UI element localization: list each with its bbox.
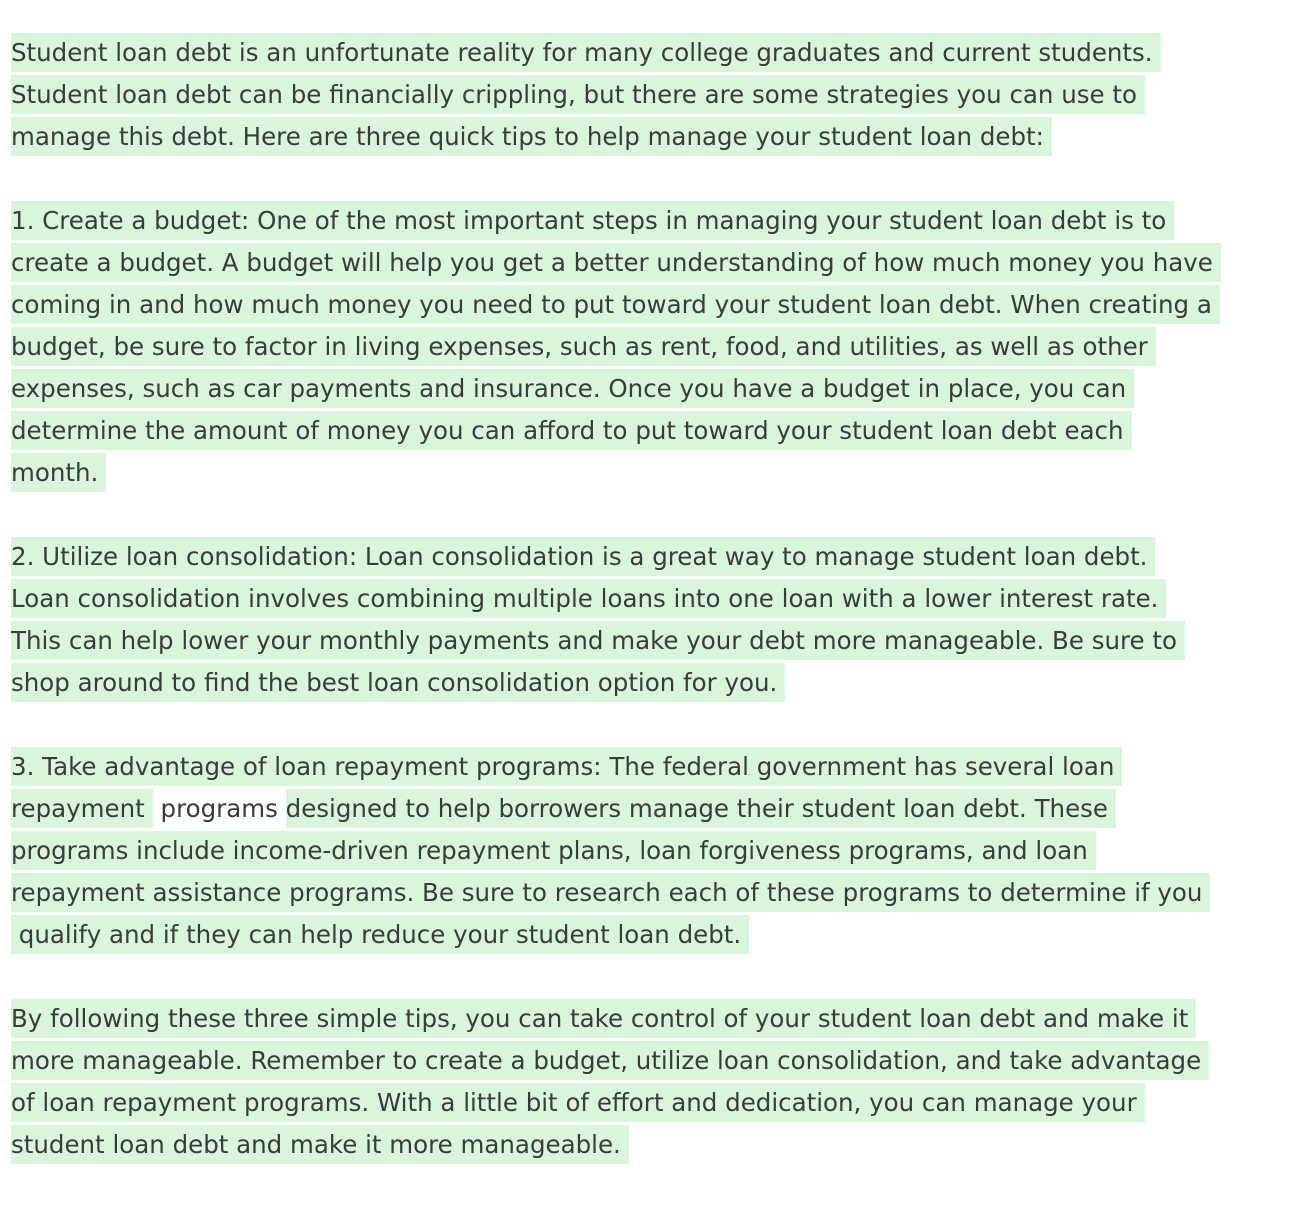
text-line <box>11 872 1281 914</box>
unhighlighted-text[interactable]: programs <box>152 794 286 823</box>
highlighted-text[interactable]: Student loan debt can be financially crippling, but there are some strategies you can use to <box>11 75 1145 114</box>
paragraph <box>11 32 1281 158</box>
text-line <box>11 74 1281 116</box>
text-line <box>11 326 1281 368</box>
text-line <box>11 536 1281 578</box>
highlighted-text[interactable]: month. <box>11 453 106 492</box>
text-line <box>11 200 1281 242</box>
highlighted-text[interactable]: more manageable. Remember to create a budget, utilize loan consolidation, and take advantage <box>11 1041 1209 1080</box>
text-line <box>11 1124 1281 1166</box>
document-body <box>11 32 1281 1208</box>
text-line <box>11 830 1281 872</box>
text-line <box>11 1040 1281 1082</box>
highlighted-text[interactable]: determine the amount of money you can afford to put toward your student loan debt each <box>11 411 1132 450</box>
text-line <box>11 788 1281 830</box>
text-line <box>11 914 1281 956</box>
highlighted-text[interactable]: programs include income-driven repayment plans, loan forgiveness programs, and loan <box>11 831 1096 870</box>
highlighted-text[interactable]: 3. Take advantage of loan repayment programs: The federal government has several loan <box>11 747 1122 786</box>
text-line <box>11 368 1281 410</box>
highlighted-text[interactable]: qualify and if they can help reduce your student loan debt. <box>11 915 749 954</box>
text-line <box>11 578 1281 620</box>
text-line <box>11 284 1281 326</box>
text-line <box>11 410 1281 452</box>
text-line <box>11 746 1281 788</box>
paragraph <box>11 746 1281 956</box>
text-line <box>11 662 1281 704</box>
highlighted-text[interactable]: create a budget. A budget will help you get a better understanding of how much money you have <box>11 243 1221 282</box>
text-line <box>11 242 1281 284</box>
highlighted-text[interactable]: Loan consolidation involves combining multiple loans into one loan with a lower interest rate. <box>11 579 1166 618</box>
highlighted-text[interactable]: coming in and how much money you need to put toward your student loan debt. When creating a <box>11 285 1220 324</box>
highlighted-text[interactable]: repayment assistance programs. Be sure to research each of these programs to determine if you <box>11 873 1210 912</box>
highlighted-text[interactable]: 2. Utilize loan consolidation: Loan consolidation is a great way to manage student loan debt. <box>11 537 1155 576</box>
paragraph <box>11 536 1281 704</box>
highlighted-text[interactable]: manage this debt. Here are three quick tips to help manage your student loan debt: <box>11 117 1052 156</box>
text-line <box>11 32 1281 74</box>
highlighted-text[interactable]: This can help lower your monthly payments and make your debt more manageable. Be sure to <box>11 621 1185 660</box>
highlighted-text[interactable]: By following these three simple tips, you can take control of your student loan debt and make it <box>11 999 1196 1038</box>
highlighted-text[interactable]: designed to help borrowers manage their student loan debt. These <box>286 789 1116 828</box>
highlighted-text[interactable]: of loan repayment programs. With a little bit of effort and dedication, you can manage your <box>11 1083 1145 1122</box>
text-line <box>11 116 1281 158</box>
paragraph <box>11 200 1281 494</box>
highlighted-text[interactable]: student loan debt and make it more manageable. <box>11 1125 629 1164</box>
highlighted-text[interactable]: 1. Create a budget: One of the most important steps in managing your student loan debt is to <box>11 201 1174 240</box>
text-line <box>11 620 1281 662</box>
highlighted-text[interactable]: Student loan debt is an unfortunate reality for many college graduates and current students. <box>11 33 1161 72</box>
text-line <box>11 998 1281 1040</box>
paragraph <box>11 998 1281 1166</box>
text-line <box>11 452 1281 494</box>
highlighted-text[interactable]: budget, be sure to factor in living expenses, such as rent, food, and utilities, as well as other <box>11 327 1156 366</box>
text-line <box>11 1082 1281 1124</box>
highlighted-text[interactable]: shop around to find the best loan consolidation option for you. <box>11 663 785 702</box>
highlighted-text[interactable]: expenses, such as car payments and insurance. Once you have a budget in place, you can <box>11 369 1134 408</box>
highlighted-text[interactable]: repayment <box>11 789 153 828</box>
